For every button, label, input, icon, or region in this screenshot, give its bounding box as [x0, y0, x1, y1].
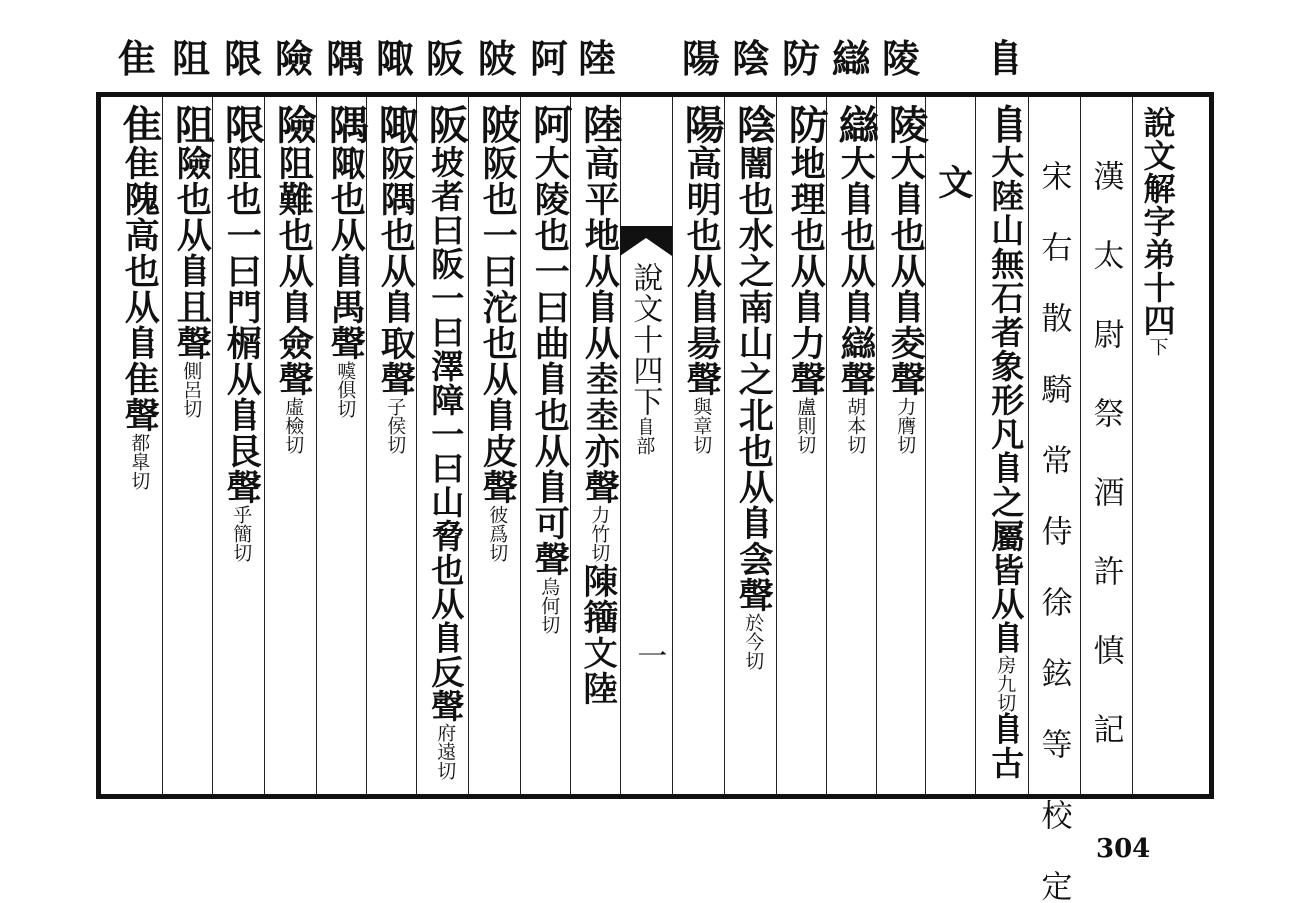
- pronunciation-note: 於今切: [742, 613, 765, 670]
- column-rule: [1132, 97, 1133, 794]
- entry-luan: [832, 104, 880, 454]
- pronunciation-note: 子侯切: [384, 397, 407, 454]
- header-char: 隹: [118, 36, 157, 81]
- editor-line: 宋 右 散 騎 常 侍 徐 鉉 等 校 定: [1035, 160, 1072, 903]
- entry-text: 大陵也一曰曲𨸏也从𨸏可聲: [529, 145, 571, 577]
- header-char: 陽: [682, 36, 721, 81]
- entry-text: 高明也从𨸏昜聲: [681, 145, 723, 397]
- fold-title: 說文十四下: [627, 262, 663, 417]
- entry-text: 坡者曰阪一曰澤障一曰山脅也从𨸏反聲: [426, 145, 466, 723]
- column-rule: [162, 97, 163, 794]
- seal-character: 防: [782, 104, 830, 145]
- header-char: 陬: [376, 36, 415, 81]
- page-number: 304: [1096, 834, 1151, 864]
- title-column: [1140, 106, 1175, 356]
- seal-character: 限: [218, 104, 266, 145]
- entry-e: [526, 104, 574, 634]
- seal-character: 𨸏: [982, 104, 1030, 145]
- entry-text: 地理也从𨸏力聲: [785, 145, 827, 397]
- pronunciation-note: 乎簡切: [230, 505, 253, 562]
- book-title: 說文解字弟十四: [1138, 106, 1177, 337]
- fold-column: [627, 262, 663, 455]
- header-char: 防: [782, 36, 821, 81]
- entry-ban: [422, 104, 470, 780]
- column-rule: [724, 97, 725, 794]
- header-char: 陂: [478, 36, 517, 81]
- header-char: 阿: [530, 36, 569, 81]
- seal-character: 陰: [730, 104, 778, 145]
- pronunciation-note: 都皐切: [128, 433, 151, 490]
- header-char: 限: [224, 36, 263, 81]
- entry-text: 大陸山無石者象形凡𨸏之屬皆从𨸏: [986, 145, 1026, 655]
- entry-ling: [882, 104, 930, 454]
- header-char: 隅: [326, 36, 365, 81]
- entry-yang: [678, 104, 726, 454]
- entry-text: 險也从𨸏且聲: [171, 145, 213, 361]
- leaf-number: 一: [631, 640, 667, 671]
- variant-form: 𨻰籒文陸: [579, 562, 621, 706]
- seal-character: 隹: [116, 104, 164, 145]
- seal-character: 隅: [322, 104, 370, 145]
- seal-character: 陵: [882, 104, 930, 145]
- header-char: 陵: [882, 36, 921, 81]
- volume-note: 下: [1146, 337, 1169, 356]
- seal-character: 陬: [372, 104, 420, 145]
- header-char: 險: [275, 36, 314, 81]
- entry-text: 阪也一曰沱也从𨸏皮聲: [477, 145, 519, 505]
- entry-text: 高平地从𨸏从坴坴亦聲: [579, 145, 621, 505]
- pronunciation-note: 力膺切: [894, 397, 917, 454]
- author-column: [1087, 160, 1124, 750]
- entry-text: 阻難也从𨸏僉聲: [273, 145, 315, 397]
- ancient-form: 𨸏古: [986, 712, 1026, 780]
- header-char: 陸: [578, 36, 617, 81]
- entry-text: 大𨸏也从𨸏䜌聲: [835, 145, 877, 397]
- entry-zou: [372, 104, 420, 454]
- header-char: 䜌: [832, 36, 871, 81]
- column-rule: [672, 97, 673, 794]
- header-char: 陰: [732, 36, 771, 81]
- pronunciation-note: 房九切: [994, 655, 1017, 712]
- seal-character: 陽: [678, 104, 726, 145]
- column-rule: [520, 97, 521, 794]
- pronunciation-note: 府遠切: [434, 723, 457, 780]
- seal-character: 阻: [168, 104, 216, 145]
- wen-column: [934, 164, 972, 200]
- pronunciation-note: 力竹切: [588, 505, 611, 562]
- entry-text: 隹隗高也从𨸏隹聲: [119, 145, 161, 433]
- pronunciation-note: 胡本切: [844, 397, 867, 454]
- column-rule: [468, 97, 469, 794]
- pronunciation-note: 烏何切: [538, 577, 561, 634]
- column-rule: [316, 97, 317, 794]
- entry-text: 阻也一曰門榍从𨸏艮聲: [221, 145, 263, 505]
- pronunciation-note: 虛檢切: [282, 397, 305, 454]
- pronunciation-note: 盧則切: [794, 397, 817, 454]
- column-rule: [1028, 97, 1029, 794]
- column-rule: [975, 97, 976, 794]
- fold-section: 𨸏部: [633, 417, 656, 455]
- entry-yin: [730, 104, 778, 670]
- editor-column: [1035, 160, 1072, 903]
- entry-zu: [168, 104, 216, 418]
- entry-fang: [782, 104, 830, 454]
- entry-text: 阪隅也从𨸏取聲: [375, 145, 417, 397]
- fold-leaf-number: [631, 640, 667, 671]
- entry-wei: [116, 104, 164, 490]
- pronunciation-note: 彼爲切: [486, 505, 509, 562]
- wen-character: 文: [932, 164, 974, 200]
- pronunciation-note: 側呂切: [180, 361, 203, 418]
- entry-text: 闇也水之南山之北也从𨸏侌聲: [733, 145, 775, 613]
- entry-text: 大𨸏也从𨸏夌聲: [885, 145, 927, 397]
- entry-yu: [322, 104, 370, 418]
- header-char: 𨸏: [986, 36, 1025, 81]
- pronunciation-note: 噳俱切: [334, 361, 357, 418]
- seal-character: 陸: [576, 104, 624, 145]
- header-char: 阪: [426, 36, 465, 81]
- pronunciation-note: 與章切: [690, 397, 713, 454]
- seal-character: 阪: [422, 104, 470, 145]
- entry-fu: [982, 104, 1030, 780]
- entry-xian-limit: [218, 104, 266, 562]
- column-rule: [264, 97, 265, 794]
- column-rule: [776, 97, 777, 794]
- author-line: 漢 太 尉 祭 酒 許 慎 記: [1087, 160, 1124, 750]
- seal-character: 險: [270, 104, 318, 145]
- column-rule: [1080, 97, 1081, 794]
- seal-character: 陂: [474, 104, 522, 145]
- entry-text: 陬也从𨸏禺聲: [325, 145, 367, 361]
- entry-xian-risk: [270, 104, 318, 454]
- header-char: 阻: [172, 36, 211, 81]
- seal-character: 䜌: [832, 104, 880, 145]
- entry-pi: [474, 104, 522, 562]
- entry-lu: [576, 104, 624, 706]
- seal-character: 阿: [526, 104, 574, 145]
